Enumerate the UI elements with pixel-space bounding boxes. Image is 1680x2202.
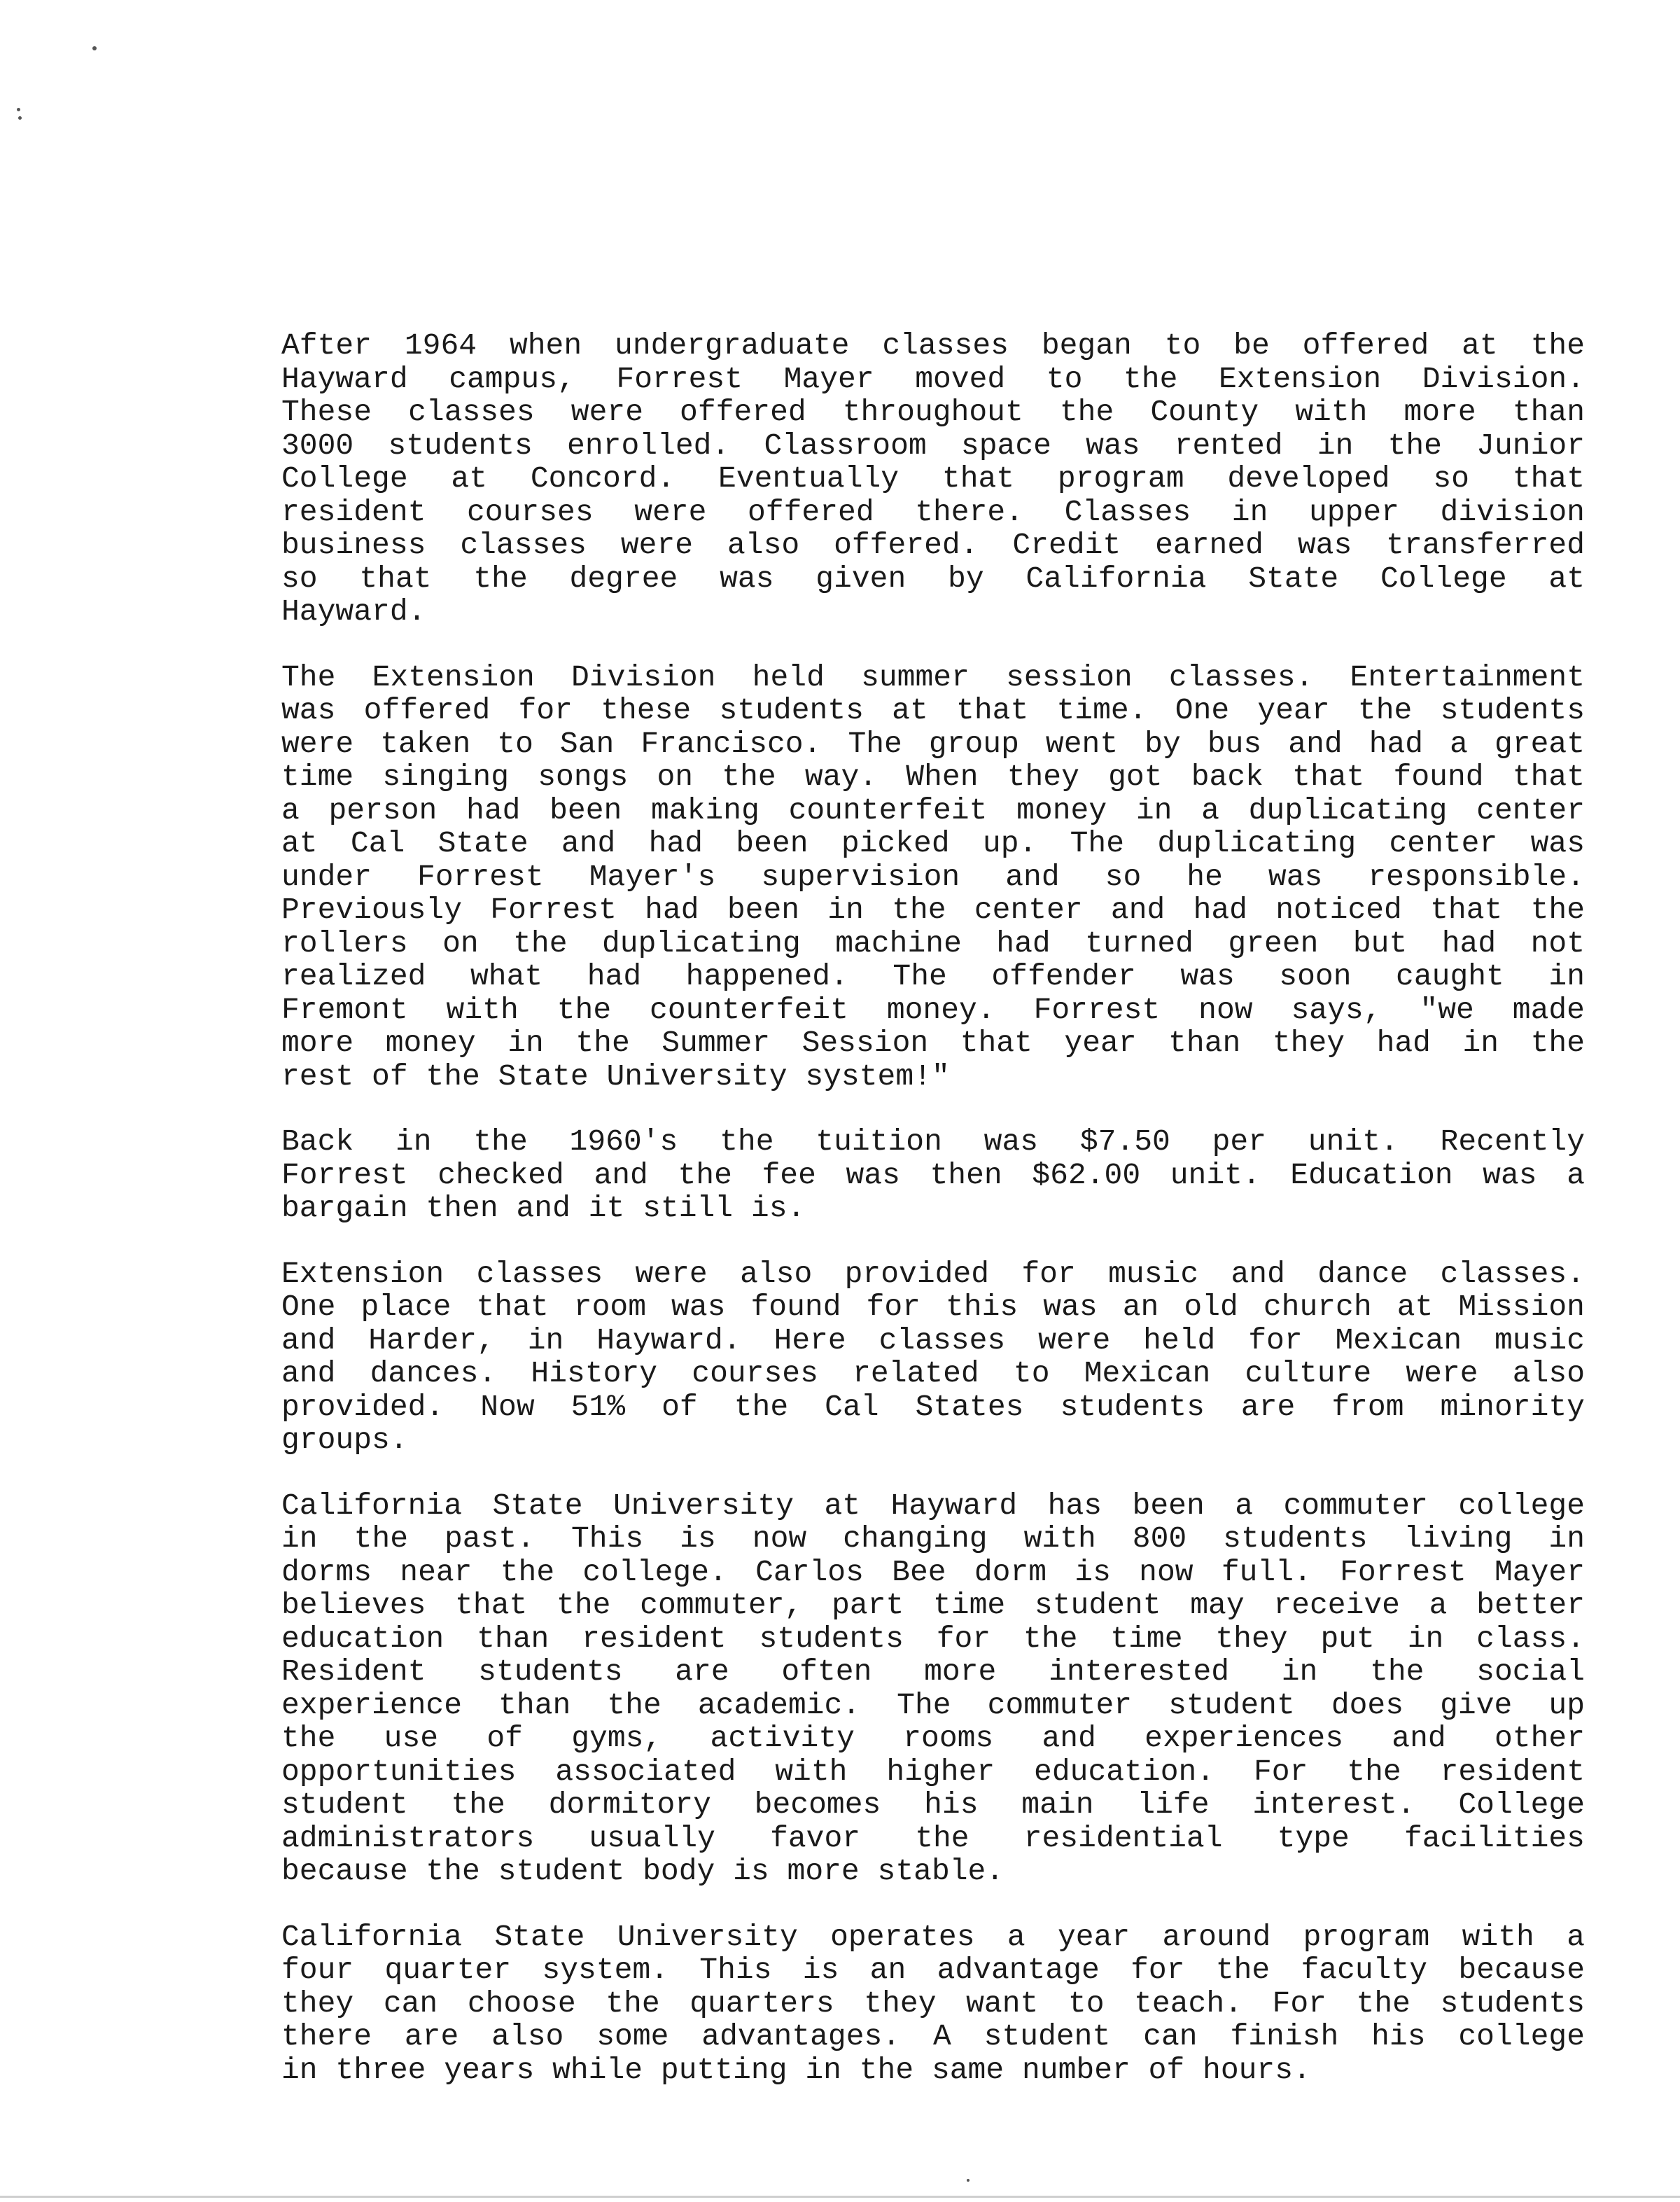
text-line: 3000 students enrolled. Classroom space was rented in the Junior [281, 428, 1585, 463]
text-line: rest of the State University system!" [281, 1059, 950, 1094]
text-line: After 1964 when undergraduate classes began to be offered at the [281, 328, 1585, 363]
scan-speck [17, 108, 20, 111]
paragraph-music-dance [281, 1257, 1585, 1457]
text-line: so that the degree was given by California State College at [281, 561, 1585, 596]
text-line: Hayward. [281, 594, 426, 629]
text-line: they can choose the quarters they want to teach. For the students [281, 1986, 1585, 2021]
page-bottom-edge [0, 2196, 1680, 2198]
text-line: Fremont with the counterfeit money. Forrest now says, "we made [281, 992, 1585, 1027]
text-line: provided. Now 51% of the Cal States students are from minority [281, 1389, 1585, 1424]
text-line: a person had been making counterfeit money in a duplicating center [281, 793, 1585, 828]
text-line: time singing songs on the way. When they got back that found that [281, 760, 1585, 794]
text-line: business classes were also offered. Credit earned was transferred [281, 528, 1585, 562]
text-line: the use of gyms, activity rooms and experiences and other [281, 1721, 1585, 1755]
text-line: The Extension Division held summer session classes. Entertainment [281, 660, 1585, 695]
document-body [281, 329, 1585, 2119]
text-line: Forrest checked and the fee was then $62.00 unit. Education was a [281, 1157, 1585, 1192]
text-line: under Forrest Mayer's supervision and so he was responsible. [281, 859, 1585, 894]
text-line: Extension classes were also provided for music and dance classes. [281, 1256, 1585, 1291]
text-line: four quarter system. This is an advantage for the faculty because [281, 1953, 1585, 1987]
paragraph-year-round-program [281, 1921, 1585, 2087]
text-line: dorms near the college. Carlos Bee dorm is now full. Forrest Mayer [281, 1554, 1585, 1589]
text-line: because the student body is more stable. [281, 1854, 1004, 1888]
text-line: realized what had happened. The offender was soon caught in [281, 959, 1585, 994]
text-line: Back in the 1960's the tuition was $7.50 per unit. Recently [281, 1124, 1585, 1159]
text-line: was offered for these students at that time. One year the students [281, 693, 1585, 727]
text-line: at Cal State and had been picked up. The duplicating center was [281, 826, 1585, 860]
text-line: more money in the Summer Session that year than they had in the [281, 1026, 1585, 1060]
paragraph-tuition [281, 1125, 1585, 1225]
text-line: administrators usually favor the residential type facilities [281, 1820, 1585, 1855]
text-line: These classes were offered throughout the County with more than [281, 395, 1585, 429]
text-line: One place that room was found for this was an old church at Mission [281, 1290, 1585, 1324]
text-line: were taken to San Francisco. The group went by bus and had a great [281, 726, 1585, 761]
text-line: student the dormitory becomes his main life interest. College [281, 1788, 1585, 1822]
text-line: College at Concord. Eventually that program developed so that [281, 461, 1585, 496]
scan-speck [18, 116, 22, 120]
text-line: education than resident students for the time they put in class. [281, 1621, 1585, 1656]
text-line: believes that the commuter, part time student may receive a better [281, 1588, 1585, 1622]
paragraph-commuter-college [281, 1489, 1585, 1888]
paragraph-summer-session [281, 661, 1585, 1094]
text-line: and Harder, in Hayward. Here classes were held for Mexican music [281, 1323, 1585, 1358]
text-line: there are also some advantages. A student can finish his college [281, 2019, 1585, 2054]
text-line: and dances. History courses related to Mexican culture were also [281, 1356, 1585, 1391]
scan-speck [967, 2179, 969, 2182]
text-line: Previously Forrest had been in the center and had noticed that the [281, 893, 1585, 927]
text-line: groups. [281, 1423, 408, 1457]
scan-speck [92, 46, 97, 50]
text-line: opportunities associated with higher education. For the resident [281, 1754, 1585, 1789]
paragraph-extension-division [281, 329, 1585, 629]
text-line: experience than the academic. The commuter student does give up [281, 1687, 1585, 1722]
text-line: California State University operates a year around program with a [281, 1919, 1585, 1954]
text-line: Hayward campus, Forrest Mayer moved to the Extension Division. [281, 361, 1585, 396]
text-line: rollers on the duplicating machine had turned green but had not [281, 926, 1585, 961]
text-line: in the past. This is now changing with 800 students living in [281, 1521, 1585, 1556]
text-line: California State University at Hayward has been a commuter college [281, 1488, 1585, 1523]
text-line: Resident students are often more interested in the social [281, 1654, 1585, 1689]
text-line: bargain then and it still is. [281, 1191, 806, 1225]
text-line: in three years while putting in the same number of hours. [281, 2052, 1311, 2087]
text-line: resident courses were offered there. Classes in upper division [281, 494, 1585, 529]
